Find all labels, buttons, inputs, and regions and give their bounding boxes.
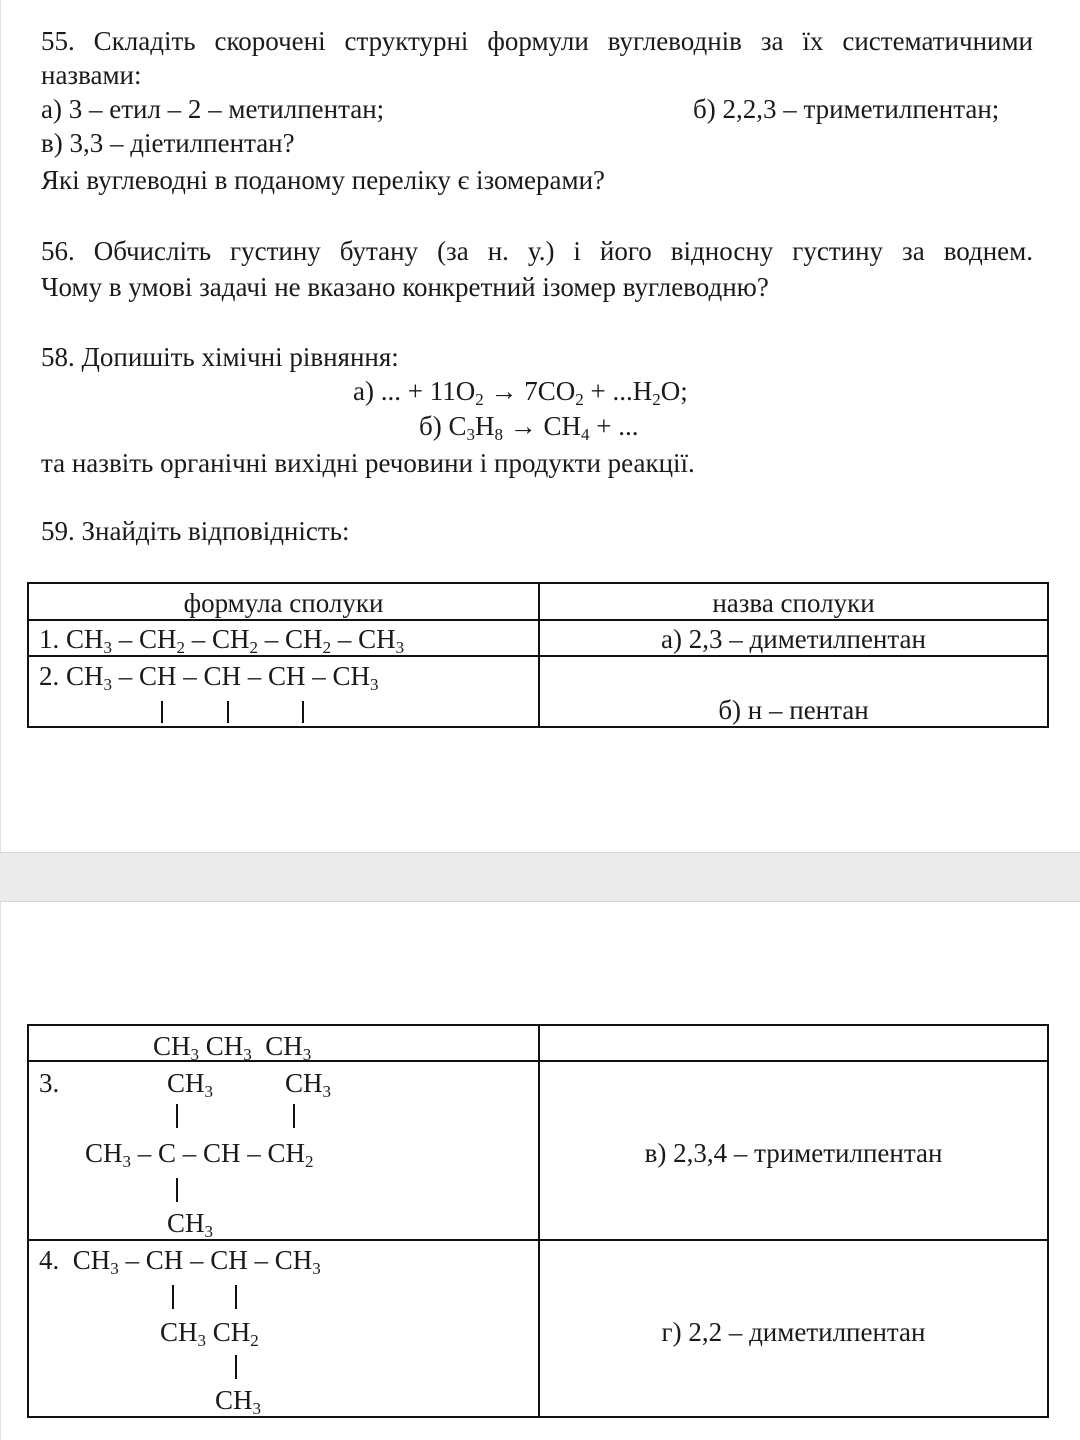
matching-table-part1 [27, 582, 1049, 728]
row3-name: в) 2,3,4 – триметилпентан [644, 1138, 943, 1168]
bond-line [227, 701, 229, 723]
row3-main-chain: $CH_3$ – C – CH – $CH_2$ [85, 1138, 314, 1171]
bond-line [172, 1285, 174, 1309]
bond-line [293, 1104, 295, 1128]
row1-formula: 1. $CH_3 - CH_2 - CH_2 - CH_2 - CH_3$ [39, 624, 405, 657]
q58-footer: та назвіть органічні вихідні речовини і продукти реакції. [41, 448, 695, 478]
bond-line [161, 701, 163, 723]
bond-line [235, 1285, 237, 1309]
q56-line1: 56. Обчисліть густину бутану (за н. у.) і його відносну густину за воднем. [41, 236, 1033, 266]
header-name-cell [539, 583, 1048, 620]
matching-table-part2 [27, 1024, 1049, 1418]
row3-formula-cell [28, 1061, 539, 1240]
empty-name-cell [539, 1025, 1048, 1061]
row4-substituents: $CH_3$ $CH_2$ [160, 1317, 259, 1350]
row3-number: 3. [39, 1068, 60, 1098]
q56-line2: Чому в умові задачі не вказано конкретний ізомер вуглеводню? [41, 272, 769, 302]
row1-formula-cell [28, 620, 539, 656]
header-formula: формула сполуки [183, 588, 384, 618]
row2-formula-cell [28, 656, 539, 727]
bond-line [176, 1104, 178, 1128]
row2-formula: 2. $CH_3$ – CH – CH – CH – $CH_3$ [39, 661, 379, 694]
row2-substituents-cell [28, 1025, 539, 1064]
header-formula-cell [28, 583, 539, 620]
row1-name-cell [539, 620, 1048, 656]
bond-line [235, 1355, 237, 1379]
q58-equation-b: б) $C_3H_8 \to CH_4$ + ... [419, 411, 639, 444]
q55-option-b: б) 2,2,3 – триметилпентан; [693, 94, 1000, 124]
page-separator [0, 852, 1080, 902]
q55-option-a: а) 3 – етил – 2 – метилпентан; [41, 94, 385, 124]
row4-name: г) 2,2 – диметилпентан [661, 1317, 926, 1347]
q59-title: 59. Знайдіть відповідність: [41, 516, 350, 546]
q55-question: Які вуглеводні в поданому переліку є ізомерами? [41, 165, 606, 195]
row4-name-cell [539, 1240, 1048, 1417]
q58-title: 58. Допишіть хімічні рівняння: [41, 342, 399, 372]
row4-main-chain: 4. $CH_3$ – CH – CH – $CH_3$ [39, 1245, 321, 1278]
q55-option-c: в) 3,3 – діетилпентан? [41, 128, 295, 158]
row2-substituents: $CH_3$ $CH_3$ $CH_3$ [153, 1031, 312, 1064]
bond-line [176, 1178, 178, 1202]
row4-bottom: $CH_3$ [215, 1385, 262, 1418]
q55-line1: 55. Складіть скорочені структурні формули вуглеводнів за їх систематичними [41, 26, 1033, 56]
q58-equation-a: а) ... + $11O_2 \to 7CO_2 + ...H_2O$; [353, 376, 688, 409]
header-name: назва сполуки [712, 588, 875, 618]
row3-top-right: $CH_3$ [285, 1068, 332, 1101]
row2-name: б) н – пентан [718, 695, 869, 725]
row3-top-left: $CH_3$ [167, 1068, 214, 1101]
row1-name: а) 2,3 – диметилпентан [661, 624, 926, 654]
row3-bottom: $CH_3$ [167, 1208, 214, 1241]
row3-name-cell [539, 1061, 1048, 1240]
document-page-2 [0, 902, 1080, 1440]
row4-formula-cell [28, 1240, 539, 1417]
q55-line2: назвами: [41, 60, 142, 90]
row2-name-cell [539, 656, 1048, 727]
bond-line [302, 701, 304, 723]
